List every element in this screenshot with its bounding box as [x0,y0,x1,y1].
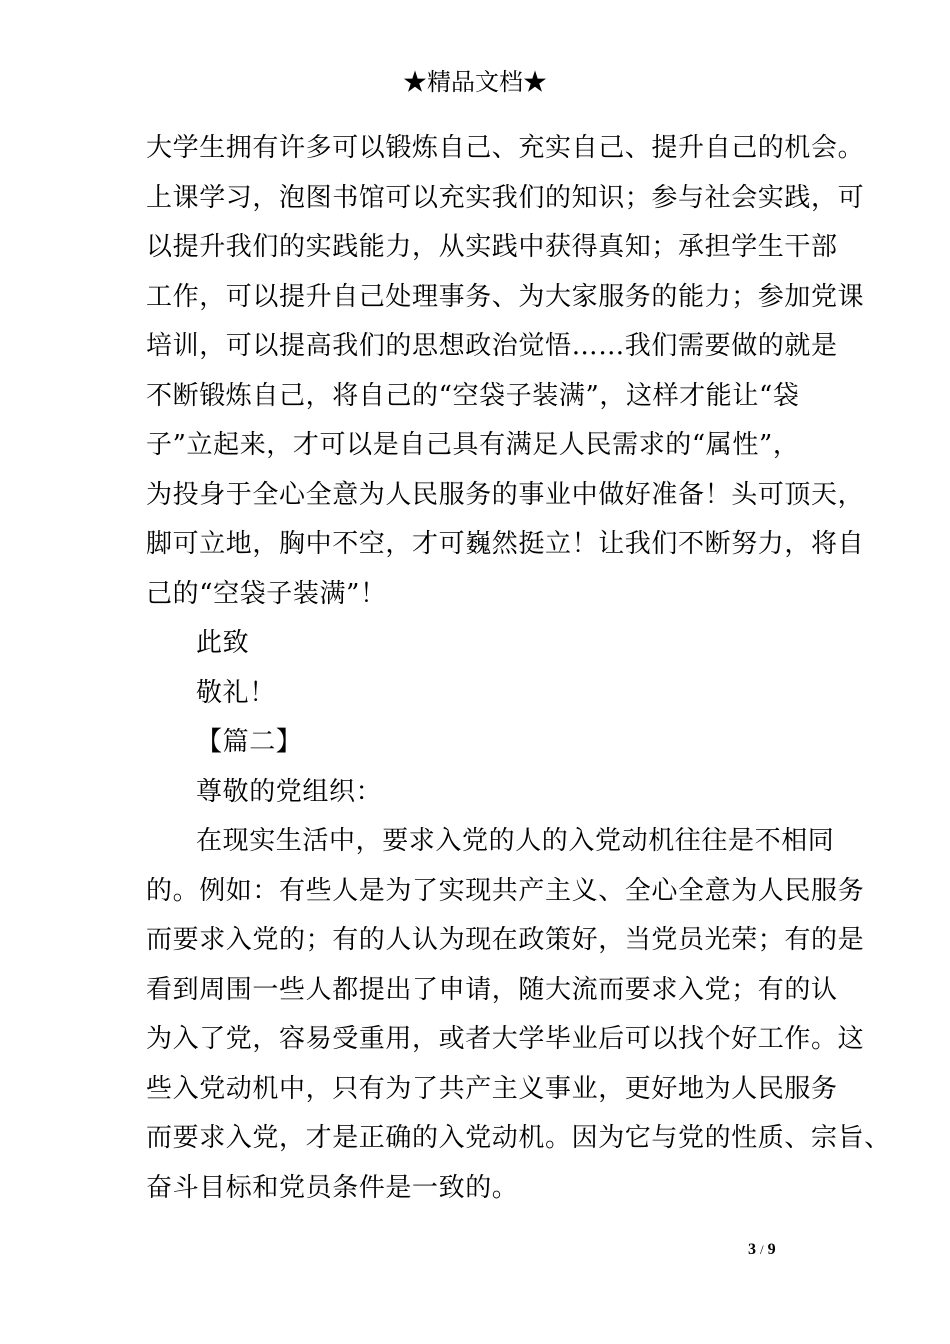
page-separator: / [760,1242,764,1257]
text-line: 而要求入党，才是正确的入党动机。因为它与党的性质、宗旨、 [146,1123,891,1153]
text-line: 己的“空袋子装满”！ [146,578,387,609]
section-title: 【篇二】 [196,727,303,757]
text-line: 不断锻炼自己，将自己的“空袋子装满”，这样才能让“袋 [146,380,800,411]
text-line: 培训，可以提高我们的思想政治觉悟……我们需要做的就是 [146,331,838,361]
text-line: 为入了党，容易受重用，或者大学毕业后可以找个好工作。这 [146,1024,865,1054]
page-number [748,1240,776,1260]
text-line: 为投身于全心全意为人民服务的事业中做好准备！头可顶天， [146,479,865,510]
document-header-title: ★精品文档★ [403,68,547,96]
text-line: 的。例如：有些人是为了实现共产主义、全心全意为人民服务 [146,875,865,906]
text-line: 而要求入党的；有的人认为现在政策好，当党员光荣；有的是 [146,925,865,955]
current-page: 3 [748,1241,756,1258]
text-line: 些入党动机中，只有为了共产主义事业，更好地为人民服务 [146,1073,838,1104]
text-line: 以提升我们的实践能力，从实践中获得真知；承担学生干部 [146,232,838,262]
text-line: 上课学习，泡图书馆可以充实我们的知识；参与社会实践，可 [146,182,865,213]
total-pages: 9 [767,1241,776,1258]
text-line: 奋斗目标和党员条件是一致的。 [146,1172,519,1203]
document-body [146,124,891,1213]
greeting-line: 尊敬的党组织： [196,776,383,807]
text-line: 大学生拥有许多可以锻炼自己、充实自己、提升自己的机会。 [146,133,865,163]
text-line: 子”立起来，才可以是自己具有满足人民需求的“属性”， [146,430,800,460]
text-line: 看到周围一些人都提出了申请，随大流而要求入党；有的认 [146,974,838,1005]
closing-line: 此致 [196,628,250,658]
salute-line: 敬礼！ [196,677,276,708]
text-line: 工作，可以提升自己处理事务、为大家服务的能力；参加党课 [146,281,865,312]
text-line: 脚可立地，胸中不空，才可巍然挺立！让我们不断努力，将自 [146,529,865,559]
text-line: 在现实生活中，要求入党的人的入党动机往往是不相同 [196,826,835,856]
